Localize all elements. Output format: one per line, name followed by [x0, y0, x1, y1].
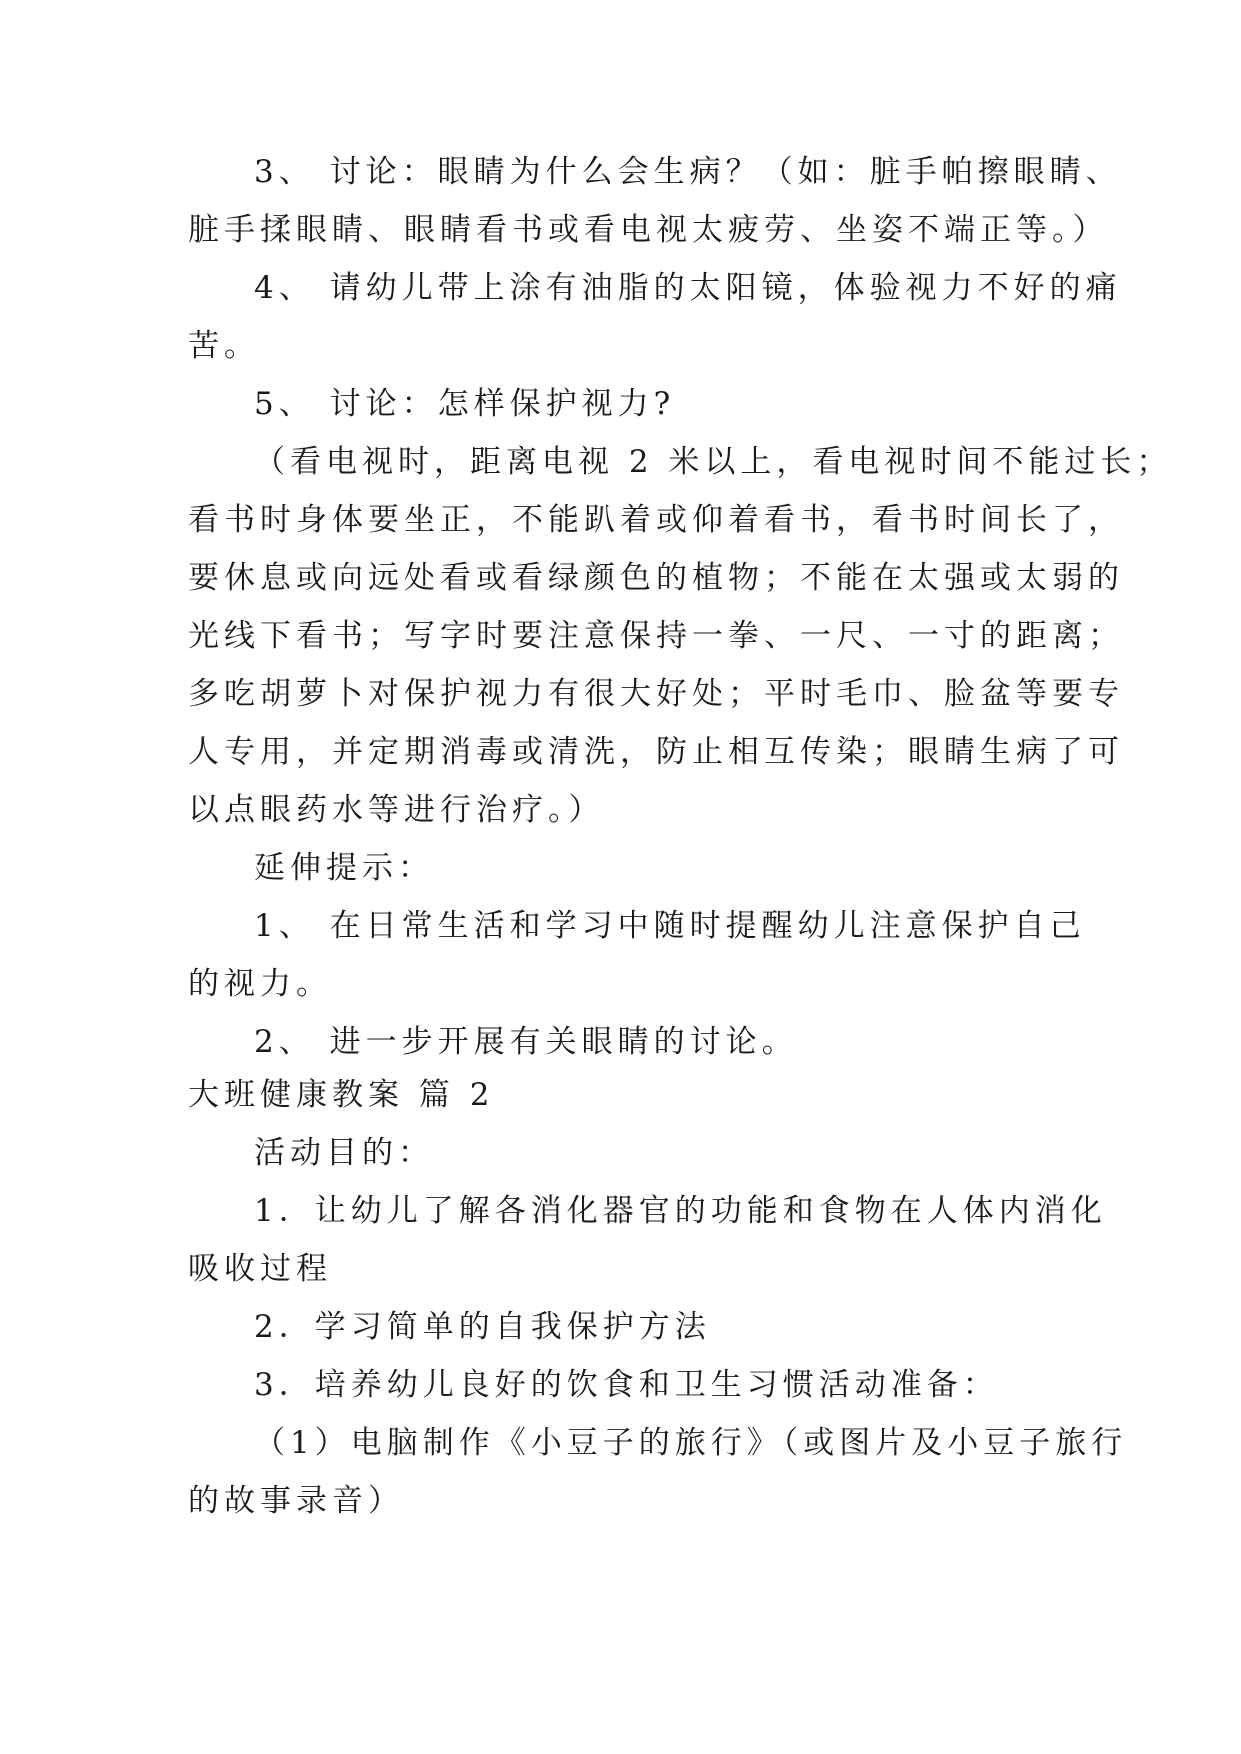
- prep-1-line-2: 的故事录音）: [188, 1483, 404, 1519]
- step-3-line-1: 3、 讨论：眼睛为什么会生病？（如：脏手帕擦眼睛、: [254, 154, 1122, 190]
- extension-heading: 延伸提示：: [254, 850, 434, 886]
- section-title: 大班健康教案 篇 2: [188, 1077, 495, 1113]
- step-5-detail-line-7: 以点眼药水等进行治疗。）: [188, 792, 605, 828]
- step-4-line-2: 苦。: [188, 328, 260, 364]
- step-5-detail-line-3: 要休息或向远处看或看绿颜色的植物；不能在太强或太弱的: [188, 560, 1124, 596]
- prep-1-line-1: （1）电脑制作《小豆子的旅行》（或图片及小豆子旅行: [254, 1425, 1128, 1461]
- step-3-line-2: 脏手揉眼睛、眼睛看书或看电视太疲劳、坐姿不端正等。）: [188, 212, 1109, 248]
- step-5-detail-line-1: （看电视时，距离电视 2 米以上，看电视时间不能过长；: [254, 444, 1173, 480]
- step-5-detail-line-4: 光线下看书；写字时要注意保持一拳、一尺、一寸的距离；: [188, 618, 1124, 654]
- step-5-detail-line-2: 看书时身体要坐正，不能趴着或仰着看书，看书时间长了，: [188, 502, 1124, 538]
- step-5-detail-line-6: 人专用，并定期消毒或清洗，防止相互传染；眼睛生病了可: [188, 734, 1124, 770]
- goal-2-line: 2．学习简单的自我保护方法: [254, 1309, 711, 1345]
- step-5-detail-line-5: 多吃胡萝卜对保护视力有很大好处；平时毛巾、脸盆等要专: [188, 676, 1124, 712]
- goal-1-line-2: 吸收过程: [188, 1251, 332, 1287]
- extension-1-line-1: 1、 在日常生活和学习中随时提醒幼儿注意保护自己: [254, 908, 1086, 944]
- extension-1-line-2: 的视力。: [188, 966, 332, 1002]
- extension-2-line: 2、 进一步开展有关眼睛的讨论。: [254, 1024, 798, 1060]
- goals-heading: 活动目的：: [254, 1135, 434, 1171]
- goal-3-line: 3．培养幼儿良好的饮食和卫生习惯活动准备：: [254, 1367, 999, 1403]
- step-5-line: 5、 讨论：怎样保护视力?: [254, 386, 676, 422]
- step-4-line-1: 4、 请幼儿带上涂有油脂的太阳镜，体验视力不好的痛: [254, 270, 1122, 306]
- goal-1-line-1: 1．让幼儿了解各消化器官的功能和食物在人体内消化: [254, 1193, 1107, 1229]
